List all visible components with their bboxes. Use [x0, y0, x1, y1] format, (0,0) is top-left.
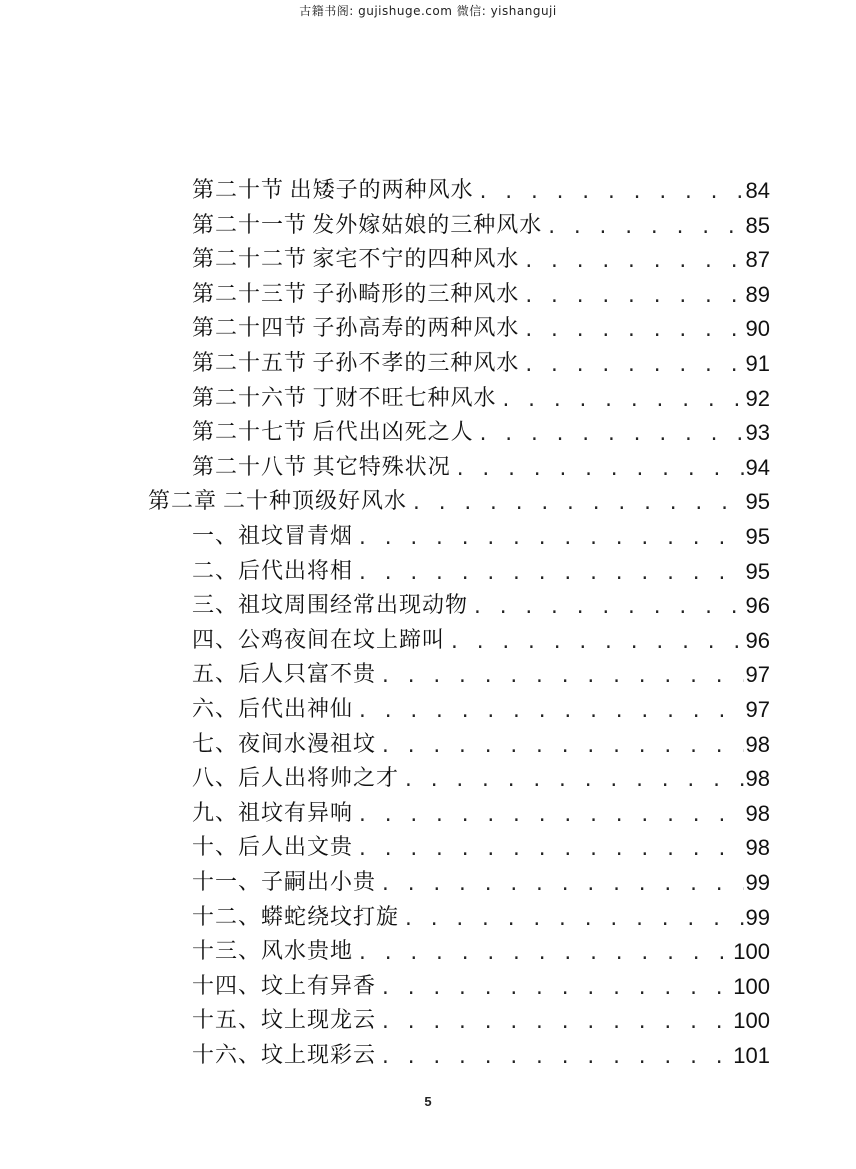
toc-entry[interactable] — [192, 831, 770, 865]
toc-entry[interactable] — [192, 451, 770, 485]
toc-entry-title: 五、后人只富不贵 — [192, 662, 377, 688]
toc-page-number: 101 — [733, 1043, 770, 1068]
toc-entry[interactable] — [192, 935, 770, 969]
toc-page-number: 97 — [745, 662, 770, 688]
toc-page-number: 98 — [745, 731, 770, 757]
page-header-watermark: 古籍书阁: gujishuge.com 微信: yishanguji — [299, 4, 557, 18]
toc-page-number: 100 — [733, 973, 770, 999]
toc-page-number: 95 — [745, 489, 770, 515]
toc-entry-title: 九、祖坟有异响 — [192, 800, 354, 826]
toc-dot-leader — [403, 764, 744, 798]
toc-entry-subtitle: 发外嫁姑娘的三种风水 — [312, 212, 543, 238]
toc-entry-subtitle: 二十种顶级好风水 — [223, 489, 408, 515]
toc-page-number: 98 — [745, 835, 770, 861]
toc-dot-leader — [455, 453, 744, 487]
toc-entry[interactable] — [192, 243, 770, 277]
toc-dot-leader — [357, 557, 744, 591]
toc-dot-leader — [478, 176, 744, 210]
toc-entry-title: 第二十五节 — [192, 351, 308, 376]
toc-entry[interactable] — [192, 797, 770, 831]
toc-entry[interactable] — [192, 624, 770, 658]
toc-entry-title: 三、祖坟周围经常出现动物 — [192, 593, 469, 619]
toc-page-number: 98 — [745, 766, 770, 792]
toc-dot-leader — [523, 245, 743, 279]
toc-entry-subtitle: 后代出凶死之人 — [312, 420, 474, 446]
toc-page-number: 99 — [745, 870, 770, 895]
toc-entry-title: 十一、子嗣出小贵 — [192, 870, 377, 895]
toc-entry[interactable] — [192, 970, 770, 1004]
toc-entry-title: 第二十八节 — [192, 454, 308, 480]
toc-entry-title: 一、祖坟冒青烟 — [192, 524, 354, 549]
toc-entry-title: 十、后人出文贵 — [192, 835, 354, 861]
toc-entry-subtitle: 子孙高寿的两种风水 — [312, 316, 520, 342]
toc-page-number: 87 — [745, 247, 770, 273]
toc-entry-subtitle: 出矮子的两种风水 — [289, 178, 474, 203]
toc-page-number: 98 — [745, 800, 770, 826]
toc-page-number: 90 — [745, 316, 770, 342]
toc-dot-leader — [500, 384, 743, 418]
toc-entry-subtitle: 丁财不旺七种风水 — [312, 385, 497, 411]
toc-page-number: 93 — [745, 420, 770, 446]
toc-dot-leader — [472, 591, 744, 625]
toc-dot-leader — [357, 695, 744, 729]
toc-entry[interactable] — [192, 555, 770, 589]
page-number: 5 — [424, 1094, 432, 1109]
toc-chapter-entry[interactable] — [148, 485, 770, 519]
toc-dot-leader — [403, 903, 744, 937]
toc-entry-subtitle: 家宅不宁的四种风水 — [312, 247, 520, 273]
toc-page-number: 95 — [745, 558, 770, 584]
toc-page-number: 95 — [745, 524, 770, 549]
toc-entry[interactable] — [192, 347, 770, 381]
toc-dot-leader — [523, 314, 743, 348]
toc-page-number: 97 — [745, 697, 770, 722]
toc-dot-leader — [380, 1006, 731, 1040]
toc-dot-leader — [449, 626, 744, 660]
toc-dot-leader — [523, 349, 743, 383]
toc-entry[interactable] — [192, 658, 770, 692]
toc-entry-title: 第二十六节 — [192, 385, 308, 411]
toc-entry-title: 十六、坟上现彩云 — [192, 1043, 377, 1068]
toc-dot-leader — [411, 487, 744, 521]
toc-entry-title: 第二章 — [148, 489, 218, 515]
toc-entry[interactable] — [192, 589, 770, 623]
toc-entry[interactable] — [192, 209, 770, 243]
toc-entry[interactable] — [192, 901, 770, 935]
toc-dot-leader — [357, 799, 744, 833]
toc-dot-leader — [380, 972, 731, 1006]
toc-page-number: 85 — [745, 212, 770, 238]
toc-dot-leader — [380, 1041, 731, 1075]
toc-dot-leader — [546, 211, 743, 245]
toc-entry-subtitle: 其它特殊状况 — [312, 454, 451, 480]
toc-entry-title: 第二十二节 — [192, 247, 308, 273]
toc-entry[interactable] — [192, 278, 770, 312]
toc-entry-title: 十三、风水贵地 — [192, 939, 354, 965]
toc-dot-leader — [357, 937, 731, 971]
toc-entry[interactable] — [192, 1004, 770, 1038]
toc-entry-title: 八、后人出将帅之才 — [192, 766, 400, 792]
toc-entry[interactable] — [192, 693, 770, 727]
toc-dot-leader — [380, 660, 744, 694]
toc-dot-leader — [357, 522, 744, 556]
toc-page-number: 91 — [745, 351, 770, 376]
toc-entry[interactable] — [192, 382, 770, 416]
toc-entry-subtitle: 子孙畸形的三种风水 — [312, 281, 520, 307]
toc-entry[interactable] — [192, 728, 770, 762]
toc-entry-title: 第二十七节 — [192, 420, 308, 446]
toc-page-number: 96 — [745, 627, 770, 653]
toc-dot-leader — [523, 280, 743, 314]
toc-dot-leader — [380, 868, 744, 902]
toc-page-number: 99 — [745, 904, 770, 930]
toc-entry-title: 十四、坟上有异香 — [192, 973, 377, 999]
toc-entry-title: 六、后代出神仙 — [192, 697, 354, 722]
toc-entry[interactable] — [192, 416, 770, 450]
toc-page-number: 100 — [733, 1008, 770, 1034]
toc-dot-leader — [478, 418, 744, 452]
toc-entry[interactable] — [192, 520, 770, 554]
toc-page-number: 92 — [745, 385, 770, 411]
toc-entry-title: 第二十四节 — [192, 316, 308, 342]
toc-entry-title: 第二十三节 — [192, 281, 308, 307]
toc-entry-title: 二、后代出将相 — [192, 558, 354, 584]
toc-page-number: 84 — [745, 178, 770, 203]
toc-entry[interactable] — [192, 312, 770, 346]
toc-entry[interactable] — [192, 866, 770, 900]
toc-page-number: 100 — [733, 939, 770, 965]
toc-entry[interactable] — [192, 762, 770, 796]
toc-entry-title: 十二、蟒蛇绕坟打旋 — [192, 904, 400, 930]
toc-entry[interactable] — [192, 1039, 770, 1073]
toc-dot-leader — [380, 730, 744, 764]
toc-page-number: 94 — [745, 454, 770, 480]
toc-entry-title: 七、夜间水漫祖坟 — [192, 731, 377, 757]
toc-page-number: 96 — [745, 593, 770, 619]
toc-entry-title: 第二十节 — [192, 178, 285, 203]
toc-entry-subtitle: 子孙不孝的三种风水 — [312, 351, 520, 376]
toc-entry-title: 十五、坟上现龙云 — [192, 1008, 377, 1034]
toc-entry-title: 四、公鸡夜间在坟上蹄叫 — [192, 627, 446, 653]
toc-page-number: 89 — [745, 281, 770, 307]
toc-entry-title: 第二十一节 — [192, 212, 308, 238]
toc-dot-leader — [357, 833, 744, 867]
toc-entry[interactable] — [192, 174, 770, 208]
